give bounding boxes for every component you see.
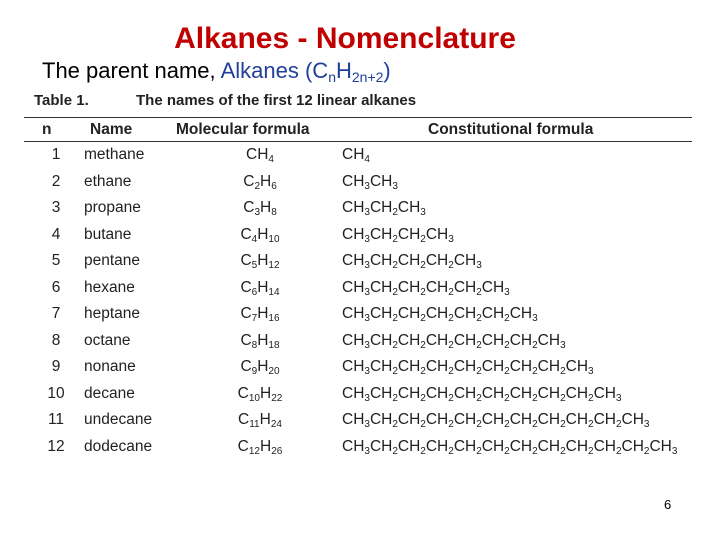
- table-header-rule: [24, 141, 692, 142]
- table-caption-text: The names of the first 12 linear alkanes: [136, 92, 417, 109]
- table-row: [24, 382, 692, 408]
- table-row: [24, 196, 692, 222]
- cell-name: ethane: [84, 172, 132, 190]
- cell-constitutional-formula: $CH_3CH_2CH_2CH_2CH_2CH_2CH_2CH_2CH_2CH_2CH_2CH_3$: [342, 437, 678, 457]
- cell-constitutional-formula: $CH_3CH_2CH_2CH_2CH_2CH_2CH_2CH_3$: [342, 331, 566, 351]
- table-caption-label: Table 1.: [34, 92, 89, 109]
- cell-constitutional-formula: $CH_3CH_2CH_2CH_3$: [342, 225, 454, 245]
- cell-constitutional-formula: $CH_3CH_2CH_2CH_2CH_2CH_3$: [342, 278, 510, 298]
- cell-n: 4: [51, 225, 61, 243]
- cell-constitutional-formula: $CH_3CH_2CH_2CH_2CH_2CH_2CH_2CH_2CH_2CH_2CH_3$: [342, 411, 650, 430]
- cell-molecular-formula: $C_3H_8$: [243, 199, 277, 218]
- cell-name: dodecane: [84, 437, 153, 455]
- header-n: n: [42, 121, 52, 138]
- table-caption: [34, 92, 694, 109]
- cell-constitutional-formula: $CH_4$: [342, 146, 370, 165]
- cell-molecular-formula: $C_7H_{16}$: [240, 305, 280, 324]
- table-row: [24, 329, 692, 355]
- table-row: [24, 249, 692, 275]
- cell-n: 12: [47, 437, 65, 455]
- cell-molecular-formula: $C_2H_6$: [243, 172, 277, 192]
- slide-title: Alkanes - Nomenclature: [174, 22, 516, 55]
- subtitle-prefix: The parent name,: [42, 58, 221, 83]
- cell-name: hexane: [84, 278, 135, 296]
- cell-name: octane: [84, 331, 131, 349]
- cell-n: 6: [51, 278, 61, 296]
- cell-constitutional-formula: $CH_3CH_2CH_2CH_2CH_3$: [342, 252, 482, 271]
- header-name: Name: [90, 121, 133, 138]
- cell-molecular-formula: $C_{10}H_{22}$: [237, 384, 283, 404]
- cell-n: 8: [51, 331, 61, 349]
- table-row: [24, 276, 692, 302]
- cell-molecular-formula: $C_9H_{20}$: [240, 358, 280, 377]
- cell-constitutional-formula: $CH_3CH_2CH_3$: [342, 199, 426, 218]
- table-row: [24, 170, 692, 196]
- cell-constitutional-formula: $CH_3CH_2CH_2CH_2CH_2CH_2CH_2CH_2CH_3$: [342, 358, 594, 377]
- cell-constitutional-formula: $CH_3CH_2CH_2CH_2CH_2CH_2CH_3$: [342, 305, 538, 324]
- cell-molecular-formula: $CH_4$: [246, 146, 274, 165]
- header-molecular: Molecular formula: [176, 121, 310, 138]
- page-number: 6: [664, 497, 672, 512]
- cell-name: propane: [84, 199, 141, 216]
- cell-molecular-formula: $C_8H_{18}$: [240, 331, 280, 351]
- cell-constitutional-formula: $CH_3CH_3$: [342, 172, 398, 192]
- cell-n: 2: [51, 172, 61, 190]
- table-row: [24, 355, 692, 381]
- cell-n: 5: [51, 252, 61, 269]
- cell-n: 10: [47, 384, 65, 402]
- table-row: [24, 143, 692, 169]
- cell-n: 11: [47, 411, 65, 428]
- subtitle-formula: $(C_nH_{2n+2})$: [304, 58, 391, 85]
- cell-name: methane: [84, 146, 145, 163]
- table-row: [24, 223, 692, 249]
- header-constitutional: Constitutional formula: [428, 121, 594, 138]
- cell-constitutional-formula: $CH_3CH_2CH_2CH_2CH_2CH_2CH_2CH_2CH_2CH_3$: [342, 384, 622, 404]
- cell-molecular-formula: $C_{12}H_{26}$: [237, 437, 283, 457]
- cell-n: 7: [51, 305, 61, 322]
- cell-name: decane: [84, 384, 135, 402]
- cell-n: 3: [51, 199, 61, 216]
- table-row: [24, 408, 692, 434]
- cell-n: 1: [51, 146, 61, 163]
- cell-molecular-formula: $C_4H_{10}$: [240, 225, 280, 245]
- cell-molecular-formula: $C_5H_{12}$: [240, 252, 280, 271]
- subtitle-term: [221, 58, 391, 83]
- cell-name: butane: [84, 225, 132, 243]
- cell-molecular-formula: $C_{11}H_{24}$: [238, 411, 282, 430]
- cell-name: undecane: [84, 411, 153, 428]
- table-row: [24, 435, 692, 461]
- slide-subtitle: [42, 58, 391, 85]
- cell-molecular-formula: $C_6H_{14}$: [240, 278, 280, 298]
- cell-name: heptane: [84, 305, 141, 322]
- cell-n: 9: [51, 358, 61, 375]
- table-row: [24, 302, 692, 328]
- subtitle-term-word: Alkanes: [220, 58, 299, 83]
- cell-name: nonane: [84, 358, 136, 375]
- cell-name: pentane: [84, 252, 141, 269]
